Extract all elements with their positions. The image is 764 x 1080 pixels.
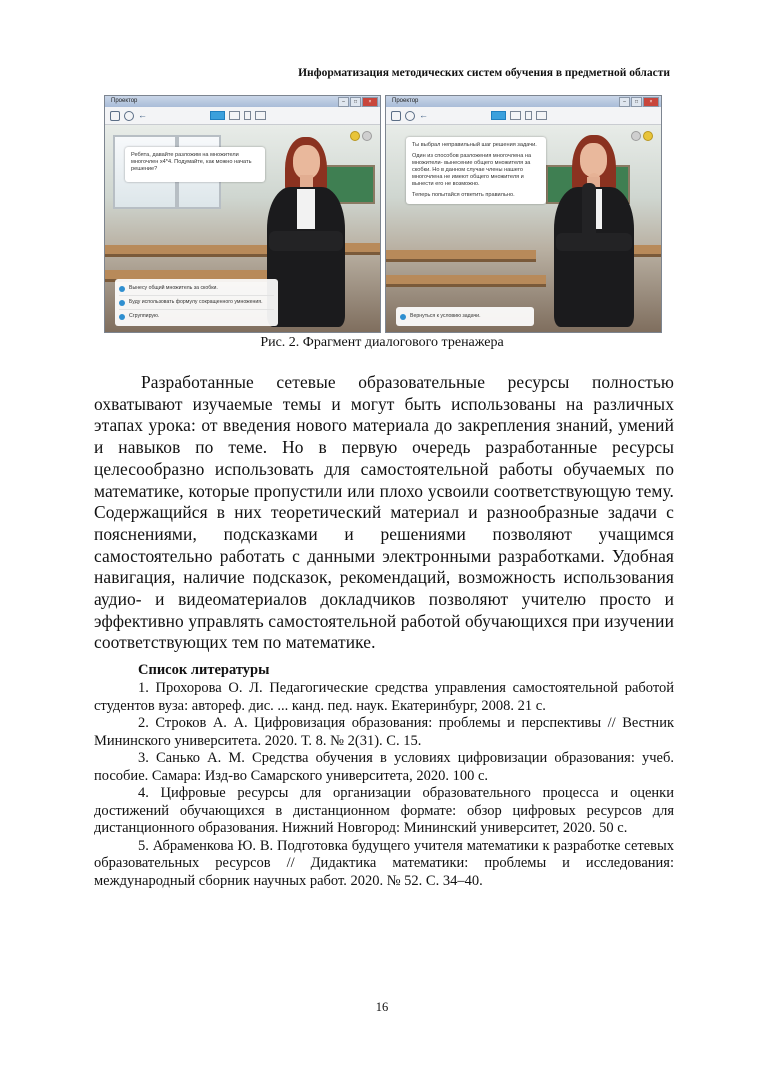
- close-icon: ×: [362, 97, 378, 107]
- window-title: Проектор: [111, 98, 138, 104]
- reference-item: 4. Цифровые ресурсы для организации образовательного процесса и оценки достижений обучающихся в дистанционном формате: обзор цифровых ресурсов для дистанционного образования. Нижний Новгород: Мининский университет, 2020. 50 с.: [94, 785, 674, 836]
- window-title: Проектор: [392, 98, 419, 104]
- monitor-icon: [210, 111, 225, 120]
- option-bullet-icon: [119, 300, 125, 306]
- window-titlebar: [386, 96, 661, 107]
- phone-icon: [244, 111, 251, 120]
- reference-item: 1. Прохорова О. Л. Педагогические средства управления самостоятельной работой студентов вуза: автореф. дис. ... канд. пед. наук. Екатеринбург, 2008. 21 с.: [94, 680, 674, 714]
- minimize-icon: –: [338, 97, 349, 107]
- answer-option[interactable]: Сгруппирую.: [119, 310, 274, 323]
- body-paragraph: Разработанные сетевые образовательные ресурсы полностью охватывают изучаемые темы и могут быть использованы на различных этапах урока: от введения нового материала до закрепления знаний, умений и навыков по теме. Но в первую очередь разработанные ресурсы целесообразно использовать для самостоятельной работы обучаемых по математике, которые пропустили или плохо усвоили соответствующую тему. Содержащийся в них теоретический материал и разнообразные задачи с пояснениями, подсказками и решениями позволяют учащимся самостоятельно работать с данными электронными разработками. Удобная навигация, наличие подсказок, рекомендаций, возможность использования аудио- и видеоматериалов докладчиков позволяют учителю просто и эффективно управлять самостоятельной работой обучающихся при изучении соответствующих тем по математике.: [94, 372, 674, 653]
- screen-icon: [255, 111, 266, 120]
- reference-item: 2. Строков А. А. Цифровизация образования: проблемы и перспективы // Вестник Мининского университета. 2020. Т. 8. № 2(31). С. 15.: [94, 715, 674, 749]
- bubble-text: Один из способов разложения многочлена на множители- вынесение общего множителя за скобки. Но в данном случае члены нашего многочлена не имеют общего множителя и вынести его не возможно.: [412, 153, 532, 187]
- screenshot-right: [385, 95, 662, 333]
- page-number: 16: [375, 1000, 389, 1014]
- references-title: Список литературы: [138, 662, 270, 678]
- toolbar: [105, 107, 380, 125]
- classroom-scene: [386, 125, 661, 332]
- toolbar: [386, 107, 661, 125]
- reference-item: 3. Санько А. М. Средства обучения в условиях цифровизации образования: учеб. пособие. Самара: Изд-во Самарского университета, 2020. 100 с.: [94, 750, 674, 784]
- maximize-icon: □: [350, 97, 361, 107]
- refresh-icon: [124, 111, 134, 121]
- phone-icon: [525, 111, 532, 120]
- monitor-icon: [491, 111, 506, 120]
- teacher-speech-bubble: [406, 137, 546, 204]
- option-bullet-icon: [119, 286, 125, 292]
- answer-option[interactable]: Буду использовать формулу сокращенного умножения.: [119, 296, 274, 310]
- figure-dialog-trainer: [104, 95, 660, 333]
- teacher-figure: [546, 133, 646, 333]
- bubble-text: Ребята, давайте разложим на множители многочлен x4*4. Подумайте, как можно начать решение?: [131, 152, 252, 172]
- figure-caption: Рис. 2. Фрагмент диалогового тренажера: [260, 335, 504, 350]
- desk: [386, 250, 536, 262]
- tablet-icon: [229, 111, 240, 120]
- desk: [386, 275, 546, 287]
- close-icon: ×: [643, 97, 659, 107]
- refresh-icon: [405, 111, 415, 121]
- option-bullet-icon: [400, 314, 406, 320]
- answer-option[interactable]: Вынесу общий множитель за скобки.: [119, 282, 274, 296]
- screen-icon: [536, 111, 547, 120]
- edit-icon: [110, 111, 120, 121]
- back-arrow-icon: ←: [138, 110, 147, 120]
- smiley-icon: [362, 131, 372, 141]
- bubble-text: Ты выбрал неправильный шаг решения задачи.: [412, 142, 537, 148]
- minimize-icon: –: [619, 97, 630, 107]
- running-header: Информатизация методических систем обучения в предметной области: [298, 67, 670, 79]
- edit-icon: [391, 111, 401, 121]
- reference-item: 5. Абраменкова Ю. В. Подготовка будущего учителя математики к разработке сетевых образовательных ресурсов // Дидактика математики: проблемы и исследования: международный сборник научных работ. 2020. № 52. С. 34–40.: [94, 837, 674, 889]
- screenshot-left: [104, 95, 381, 333]
- maximize-icon: □: [631, 97, 642, 107]
- bubble-text: Теперь попытайся ответить правильно.: [412, 192, 515, 198]
- desk: [105, 245, 275, 257]
- back-arrow-icon: ←: [419, 110, 428, 120]
- option-bullet-icon: [119, 314, 125, 320]
- teacher-speech-bubble: [125, 147, 265, 182]
- answer-options: [396, 307, 534, 326]
- answer-options: [115, 279, 278, 326]
- window-titlebar: [105, 96, 380, 107]
- tablet-icon: [510, 111, 521, 120]
- references-list: [94, 680, 674, 890]
- answer-option[interactable]: Вернуться к условию задачи.: [400, 310, 530, 323]
- classroom-scene: [105, 125, 380, 332]
